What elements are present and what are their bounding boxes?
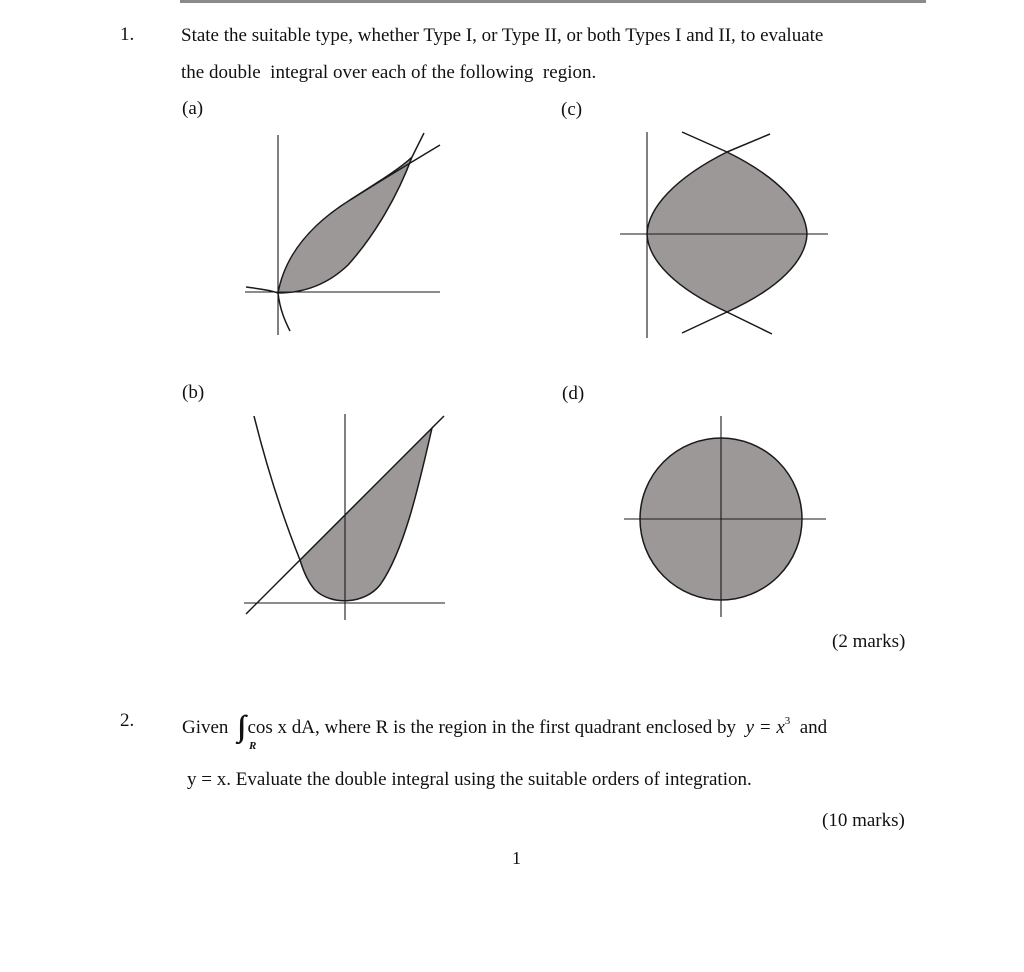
figure-c-curve-ext-bl — [682, 312, 727, 333]
question-1-marks: (2 marks) — [832, 631, 906, 652]
question-2-line-1 — [182, 702, 827, 747]
question-2-curve-1: y = x — [745, 717, 785, 738]
figure-c-curve-ext-tr — [727, 134, 770, 152]
question-2-exponent: 3 — [784, 715, 791, 727]
figure-label-b: (b) — [182, 382, 205, 403]
page-number: 1 — [512, 848, 521, 868]
figure-a-shaded-region — [278, 157, 412, 293]
figure-b — [240, 410, 455, 620]
figure-b-line-upper — [432, 416, 444, 428]
figure-c-curve-ext-tl — [682, 132, 727, 152]
figure-label-a: (a) — [182, 98, 204, 119]
figure-c — [620, 128, 830, 338]
figure-a — [240, 125, 450, 335]
figure-b-shaded-region — [300, 428, 432, 601]
question-1-line-2: the double integral over each of the following region. — [181, 62, 597, 83]
figure-d — [620, 412, 830, 622]
question-1-line-1: State the suitable type, whether Type I, or Type II, or both Types I and II, to evaluate — [181, 25, 824, 46]
figure-c-shaded-region — [647, 152, 807, 312]
question-2-integrand: cos x dA — [247, 717, 315, 738]
question-1-number: 1. — [120, 24, 135, 45]
figure-c-curve-ext-br — [727, 312, 772, 334]
figure-b-parabola-left — [254, 416, 300, 560]
question-2-marks: (10 marks) — [822, 810, 905, 831]
question-2-line-2: y = x. Evaluate the double integral using the suitable orders of integration. — [187, 769, 752, 790]
question-2-given: Given — [182, 717, 229, 738]
question-2-mid-text: , where R is the region in the first quadrant enclosed by — [315, 717, 737, 738]
integral-subscript-r: R — [249, 740, 257, 752]
figure-a-curve-tail — [278, 293, 290, 331]
figure-label-c: (c) — [561, 99, 583, 120]
figure-label-d: (d) — [562, 383, 585, 404]
figure-a-parabola-ext — [412, 133, 424, 157]
question-2-number: 2. — [120, 710, 135, 731]
figure-b-line-lower — [246, 560, 300, 614]
question-2-and: and — [799, 717, 828, 738]
top-rule — [180, 0, 926, 3]
